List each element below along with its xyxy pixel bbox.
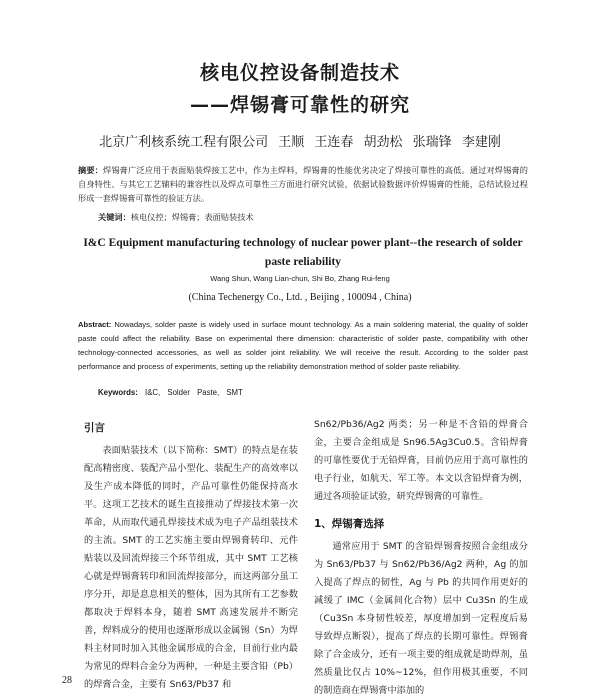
authors-cn: 北京广利核系统工程有限公司 王顺 王连春 胡劲松 张瑞锋 李建刚 <box>99 135 501 150</box>
intro-continued-paragraph: Sn62/Pb36/Ag2 两类；另一种是不含铅的焊膏合金，主要合金组成是 Sn96.5Ag3Cu0.5。含铅焊膏的可靠性要优于无铅焊膏，目前仍应用于高可靠性的电子行业，如航天、军工等。本文以含铅焊膏为例，通过各项验证试验，研究焊锡膏的可靠性。 <box>314 419 528 502</box>
keywords-cn-label: 关键词： <box>98 212 131 222</box>
section-heading-intro: 引言 <box>84 422 105 434</box>
keywords-cn-text: 核电仪控；焊锡膏；表面贴装技术 <box>130 212 254 222</box>
english-authors: Wang Shun, Wang Lian-chun, Shi Bo, Zhang Rui-feng <box>210 274 390 283</box>
section-1-paragraph: 通常应用于 SMT 的含铅焊锡膏按照合金组成分为 Sn63/Pb37 与 Sn62/Pb36/Ag2 两种，Ag 的加入提高了焊点的韧性，Ag 与 Pb 的共同作用更好的减缓了 IMC（金属间化合物）层中 Cu3Sn 的生成（Cu3Sn 本身韧性较差，厚度增加到一定程度后易导致焊点断裂），提高了焊点的长期可靠性。焊锡膏除了合金成分，还有一项主要的组成就是助焊剂，虽然质量比仅占 10%~12%，但作用极其重要，不同的制造商在焊锡膏中添加的 <box>314 541 528 696</box>
abstract-en <box>78 318 528 374</box>
section-heading-1: 1、焊锡膏选择 <box>314 518 385 530</box>
right-column <box>314 416 528 700</box>
intro-paragraph: 表面贴装技术（以下简称：SMT）的特点是在装配高精密度、装配产品小型化、装配生产的高效率以及生产成本降低的同时，产品可靠性仍能保持高水平。这项工艺技术的诞生直接推动了焊接技术第一次革命，从而取代通孔焊接技术成为电子产品组装技术的主流。SMT 的工艺实施主要由焊锡膏转印、元件贴装以及回流焊接三个环节组成，其中 SMT 工艺核心就是焊锡膏转印和回流焊接部分，而这两部分虽工序分开，却是息息相关的整体，因为其所有工艺参数都取决于焊料本身，随着 SMT 高速发展并不断完善，焊料成分的使用也逐渐形成以金属锡（Sn）为焊料主材同时加入其他金属形成的合金，目前行业内最为常见的焊料合金分为两种，一种是主要含铅（Pb）的焊膏合金，主要有 Sn63/Pb37 和 <box>84 445 298 690</box>
abstract-en-label: Abstract: <box>78 320 112 329</box>
keywords-en <box>98 388 528 397</box>
keywords-cn <box>98 212 528 223</box>
page-number: 28 <box>62 675 72 686</box>
english-affiliation: (China Techenergy Co., Ltd. , Beijing , 100094 , China) <box>188 292 412 303</box>
abstract-cn <box>78 163 528 205</box>
keywords-en-label: Keywords: <box>98 388 138 397</box>
abstract-en-text: Nowadays, solder paste is widely used in surface mount technology. As a main soldering material, the quality of solder paste could affect the reliability. Base on experimental there dimension: characteristic of solder paste, compatibility with other technology-connected accessories, as well as solder joint reliability. We will receive the result. According to the solder past performance and process of experiments, setting up the reliability demonstration method of solder paste reliability. <box>78 320 528 371</box>
paper-title-line1: 核电仪控设备制造技术 <box>199 62 400 84</box>
left-column <box>84 416 298 694</box>
keywords-en-text: I&C, Solder Paste, SMT <box>145 388 243 397</box>
paper-title-line2: ——焊锡膏可靠性的研究 <box>189 94 410 116</box>
abstract-cn-text: 焊锡膏广泛应用于表面贴装焊接工艺中，作为主焊料，焊锡膏的性能优劣决定了焊接可靠性的高低。通过对焊锡膏的自身特性、与其它工艺辅料的兼容性以及焊点可靠性三方面进行研究试验，依据试验数据评价焊锡膏的性能，总结试验过程形成一套焊锡膏可靠性的验证方法。 <box>78 165 528 203</box>
abstract-cn-label: 摘要： <box>78 165 104 175</box>
english-title: I&C Equipment manufacturing technology of nuclear power plant--the research of solder paste reliability <box>83 237 523 268</box>
